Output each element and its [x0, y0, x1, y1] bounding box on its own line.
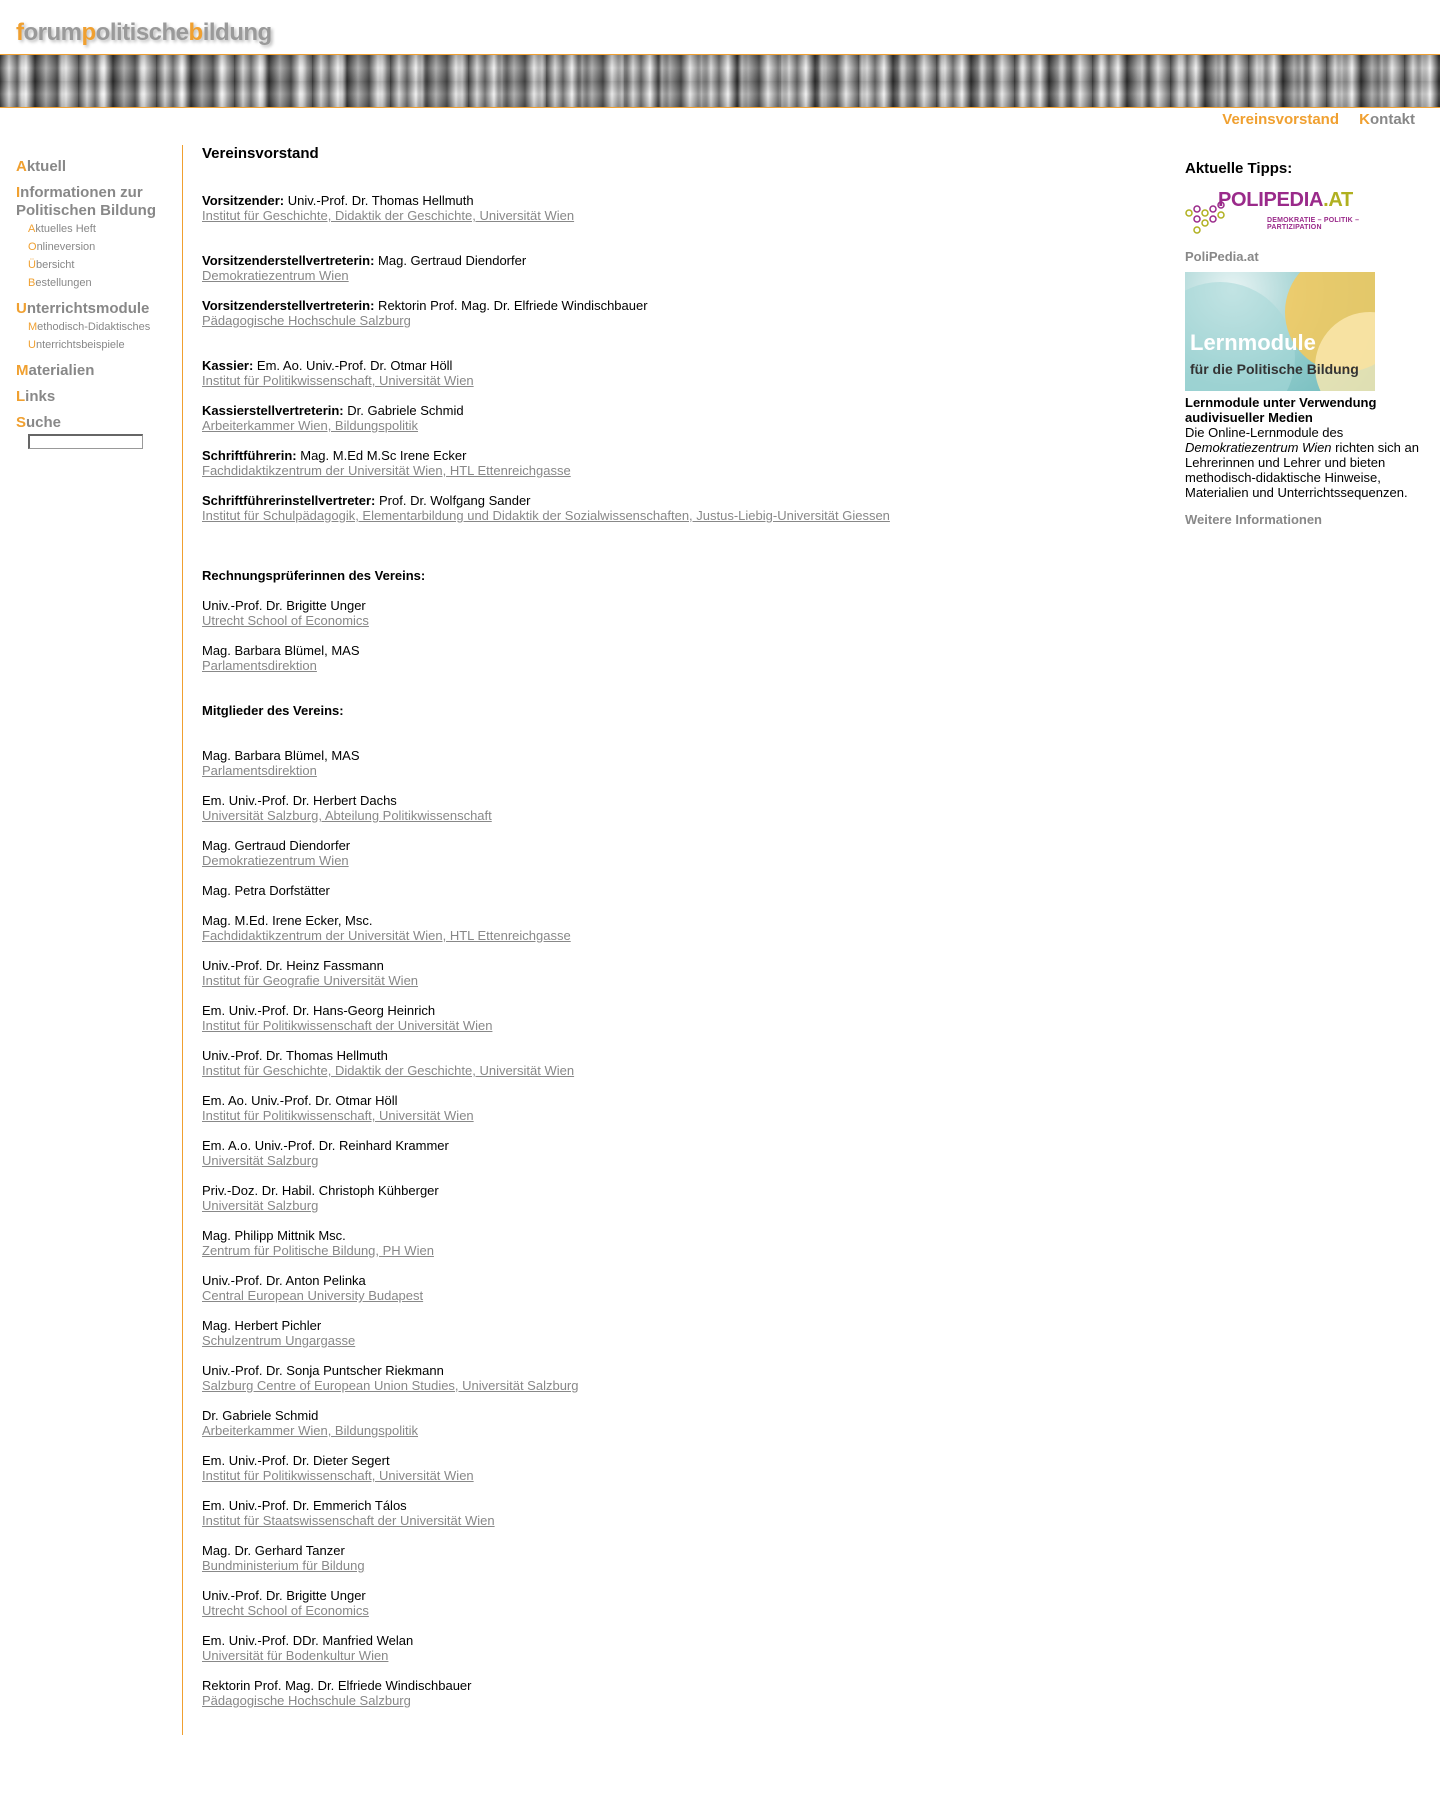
sidebar-subitem-unterrichtsbeispiele[interactable] — [28, 336, 176, 354]
affiliation-link[interactable]: Utrecht School of Economics — [202, 1603, 369, 1618]
topnav-vereinsvorstand[interactable]: Vereinsvorstand — [1222, 111, 1339, 128]
affiliation-link[interactable]: Institut für Politikwissenschaft, Universität Wien — [202, 1108, 474, 1123]
logo-part: p — [81, 19, 96, 46]
entry-name: Rektorin Prof. Mag. Dr. Elfriede Windischbauer — [202, 1678, 472, 1693]
entry-affiliation — [202, 808, 1162, 823]
affiliation-link[interactable]: Zentrum für Politische Bildung, PH Wien — [202, 1243, 434, 1258]
affiliation-link[interactable]: Institut für Staatswissenschaft der Universität Wien — [202, 1513, 495, 1528]
list-item — [202, 1408, 1162, 1438]
list-item — [202, 883, 1162, 898]
board-list — [202, 193, 1162, 523]
entry-name: Univ.-Prof. Dr. Brigitte Unger — [202, 598, 366, 613]
sidebar-subitem-uebersicht[interactable] — [28, 256, 176, 274]
affiliation-link[interactable]: Demokratiezentrum Wien — [202, 853, 349, 868]
sidebar-initial: U — [28, 339, 36, 351]
list-item — [202, 913, 1162, 943]
sidebar-item-aktuell[interactable] — [16, 158, 176, 176]
entry-role: Vorsitzender: — [202, 193, 285, 208]
tips-sidebar — [1185, 160, 1420, 527]
affiliation-link[interactable]: Pädagogische Hochschule Salzburg — [202, 1693, 411, 1708]
tips-title: Aktuelle Tipps: — [1185, 160, 1293, 177]
lernmodule-banner-title: Lernmodule — [1190, 330, 1316, 355]
list-item — [202, 1588, 1162, 1618]
entry-role: Schriftführerinstellvertreter: — [202, 493, 376, 508]
sidebar-label: nterrichtsmodule — [26, 300, 150, 317]
entry-affiliation — [202, 1423, 1162, 1438]
entry-name: Em. Univ.-Prof. Dr. Dieter Segert — [202, 1453, 390, 1468]
entry-name: Mag. M.Ed M.Sc Irene Ecker — [296, 448, 467, 463]
sidebar-item-suche[interactable] — [16, 414, 176, 432]
entry-name: Mag. Gertraud Diendorfer — [374, 253, 527, 268]
list-item — [202, 598, 1162, 628]
entry-affiliation — [202, 1648, 1162, 1663]
affiliation-link[interactable]: Demokratiezentrum Wien — [202, 268, 349, 283]
entry-role: Vorsitzenderstellvertreterin: — [202, 298, 375, 313]
logo-part: olitische — [95, 19, 189, 46]
list-item — [202, 403, 1162, 433]
header-photo-banner — [0, 54, 1440, 108]
affiliation-link[interactable]: Institut für Geschichte, Didaktik der Geschichte, Universität Wien — [202, 208, 575, 223]
entry-name: Prof. Dr. Wolfgang Sander — [375, 493, 531, 508]
entry-affiliation — [202, 1468, 1162, 1483]
list-item — [202, 958, 1162, 988]
content-divider — [182, 145, 183, 1735]
entry-affiliation — [202, 1153, 1162, 1168]
logo-part: ildung — [202, 19, 272, 46]
entry-name: Univ.-Prof. Dr. Thomas Hellmuth — [284, 193, 474, 208]
affiliation-link[interactable]: Arbeiterkammer Wien, Bildungspolitik — [202, 1423, 419, 1438]
sidebar-label: ktuell — [26, 158, 67, 175]
affiliation-link[interactable]: Universität Salzburg, Abteilung Politikwissenschaft — [202, 808, 492, 823]
affiliation-link[interactable]: Bundministerium für Bildung — [202, 1558, 365, 1573]
entry-name: Em. Univ.-Prof. DDr. Manfried Welan — [202, 1633, 414, 1648]
entry-affiliation — [202, 928, 1162, 943]
affiliation-link[interactable]: Central European University Budapest — [202, 1288, 424, 1303]
topnav-kontakt[interactable] — [1359, 111, 1415, 128]
entry-name: Univ.-Prof. Dr. Sonja Puntscher Riekmann — [202, 1363, 444, 1378]
sidebar-initial: S — [16, 414, 27, 431]
sidebar-item-materialien[interactable] — [16, 362, 176, 380]
list-item — [202, 838, 1162, 868]
entry-affiliation — [202, 1288, 1162, 1303]
entry-name: Mag. Dr. Gerhard Tanzer — [202, 1543, 345, 1558]
affiliation-link[interactable]: Schulzentrum Ungargasse — [202, 1333, 356, 1348]
list-item — [202, 1318, 1162, 1348]
sidebar-initial: L — [16, 388, 26, 405]
entry-name: Em. Ao. Univ.-Prof. Dr. Otmar Höll — [253, 358, 453, 373]
polipedia-tagline: DEMOKRATIE – POLITIK – PARTIZIPATION — [1267, 217, 1360, 231]
sidebar-label: aterialien — [28, 362, 95, 379]
page-title: Vereinsvorstand — [202, 145, 319, 162]
sidebar-initial: B — [28, 277, 36, 289]
entry-role: Vorsitzenderstellvertreterin: — [202, 253, 375, 268]
affiliation-link[interactable]: Institut für Politikwissenschaft, Universität Wien — [202, 1468, 474, 1483]
entry-affiliation — [202, 853, 1162, 868]
entry-affiliation — [202, 508, 1162, 523]
entry-role: Schriftführerin: — [202, 448, 297, 463]
entry-affiliation — [202, 1603, 1162, 1618]
sidebar-subitem-bestellungen[interactable] — [28, 274, 176, 292]
entry-name: Univ.-Prof. Dr. Brigitte Unger — [202, 1588, 366, 1603]
entry-role: Kassier: — [202, 358, 254, 373]
list-item — [202, 1048, 1162, 1078]
sidebar-subitem-aktuelles-heft[interactable] — [28, 220, 176, 238]
entry-affiliation — [202, 1558, 1162, 1573]
list-item — [202, 298, 1162, 328]
entry-affiliation — [202, 463, 1162, 478]
sidebar-item-informationen[interactable] — [16, 184, 176, 220]
entry-name: Univ.-Prof. Dr. Anton Pelinka — [202, 1273, 366, 1288]
entry-affiliation — [202, 1378, 1162, 1393]
entry-affiliation — [202, 613, 1162, 628]
list-item — [202, 1678, 1162, 1708]
sidebar-subitem-methodisch-didaktisches[interactable] — [28, 318, 176, 336]
members-list — [202, 748, 1162, 1708]
polipedia-name — [1218, 189, 1353, 212]
topnav-initial: K — [1359, 111, 1370, 128]
polipedia-logo[interactable] — [1185, 189, 1415, 235]
affiliation-link[interactable]: Institut für Politikwissenschaft, Universität Wien — [202, 373, 474, 388]
entry-affiliation — [202, 1063, 1162, 1078]
affiliation-link[interactable]: Fachdidaktikzentrum der Universität Wien, HTL Ettenreichgasse — [202, 463, 571, 478]
entry-name: Em. Univ.-Prof. Dr. Herbert Dachs — [202, 793, 397, 808]
sidebar-initial: O — [28, 241, 37, 253]
affiliation-link[interactable]: Fachdidaktikzentrum der Universität Wien, HTL Ettenreichgasse — [202, 928, 571, 943]
list-item — [202, 1453, 1162, 1483]
topnav-label: ontakt — [1370, 111, 1415, 128]
entry-name: Em. A.o. Univ.-Prof. Dr. Reinhard Krammer — [202, 1138, 449, 1153]
entry-affiliation — [202, 313, 1162, 328]
sidebar-label: bersicht — [35, 259, 75, 271]
entry-name: Em. Univ.-Prof. Dr. Hans-Georg Heinrich — [202, 1003, 436, 1018]
affiliation-link[interactable]: Institut für Schulpädagogik, Elementarbildung und Didaktik der Sozialwissenschaften, Justus-Liebig-Universität Giessen — [202, 508, 890, 523]
sidebar-label: nterrichtsbeispiele — [35, 339, 125, 351]
polipedia-name-b: .AT — [1323, 189, 1353, 211]
affiliation-link[interactable]: Universität für Bodenkultur Wien — [202, 1648, 389, 1663]
lernmodule-text: richten sich an Lehrerinnen und Lehrer und bieten methodisch-didaktische Hinweise, Materialien und Unterrichtssequenzen. — [1185, 440, 1419, 500]
entry-affiliation — [202, 1243, 1162, 1258]
logo-part: f — [16, 19, 24, 46]
entry-affiliation — [202, 973, 1162, 988]
sidebar-subitem-onlineversion[interactable] — [28, 238, 176, 256]
entry-affiliation — [202, 1693, 1162, 1708]
sidebar-initial: U — [16, 300, 27, 317]
auditors-title: Rechnungsprüferinnen des Vereins: — [202, 568, 426, 583]
sidebar-initial: M — [28, 321, 38, 333]
affiliation-link[interactable]: Pädagogische Hochschule Salzburg — [202, 313, 411, 328]
entry-affiliation — [202, 1018, 1162, 1033]
entry-name: Rektorin Prof. Mag. Dr. Elfriede Windischbauer — [374, 298, 648, 313]
sidebar-initial: M — [16, 362, 29, 379]
entry-affiliation — [202, 268, 1162, 283]
sidebar-label: nformationen zur Politischen Bildung — [16, 184, 157, 219]
top-navigation — [1206, 111, 1415, 128]
entry-name: Priv.-Doz. Dr. Habil. Christoph Kühberger — [202, 1183, 439, 1198]
lernmodule-more-link[interactable]: Weitere Informationen — [1185, 512, 1323, 527]
page-header — [0, 0, 1440, 128]
affiliation-link[interactable]: Salzburg Centre of European Union Studies, Universität Salzburg — [202, 1378, 579, 1393]
entry-name: Mag. Barbara Blümel, MAS — [202, 748, 360, 763]
entry-affiliation — [202, 1333, 1162, 1348]
search-input[interactable] — [28, 434, 143, 449]
list-item — [202, 1003, 1162, 1033]
sidebar-label: nlineversion — [36, 241, 96, 253]
list-item — [202, 1138, 1162, 1168]
entry-affiliation — [202, 1198, 1162, 1213]
list-item — [202, 1633, 1162, 1663]
entry-affiliation — [202, 373, 1162, 388]
entry-name: Mag. Herbert Pichler — [202, 1318, 322, 1333]
list-item — [202, 643, 1162, 673]
entry-name: Em. Univ.-Prof. Dr. Emmerich Tálos — [202, 1498, 407, 1513]
list-item — [202, 1093, 1162, 1123]
list-item — [202, 493, 1162, 523]
auditors-list — [202, 598, 1162, 673]
list-item — [202, 793, 1162, 823]
lernmodule-text-em: Demokratiezentrum Wien — [1185, 440, 1332, 455]
affiliation-link[interactable]: Universität Salzburg — [202, 1153, 319, 1168]
list-item — [202, 253, 1162, 283]
affiliation-link[interactable]: Parlamentsdirektion — [202, 763, 317, 778]
entry-affiliation — [202, 1108, 1162, 1123]
lernmodule-banner[interactable] — [1185, 272, 1375, 391]
entry-affiliation — [202, 208, 1162, 223]
list-item — [202, 448, 1162, 478]
affiliation-link[interactable]: Institut für Geschichte, Didaktik der Geschichte, Universität Wien — [202, 1063, 575, 1078]
sidebar-label: ethodisch-Didaktisches — [37, 321, 151, 333]
sidebar-item-links[interactable] — [16, 388, 176, 406]
affiliation-link[interactable]: Arbeiterkammer Wien, Bildungspolitik — [202, 418, 419, 433]
entry-affiliation — [202, 763, 1162, 778]
lernmodule-banner-subtitle: für die Politische Bildung — [1190, 361, 1359, 377]
entry-name: Mag. Philipp Mittnik Msc. — [202, 1228, 346, 1243]
sidebar-initial: A — [28, 223, 36, 235]
members-title: Mitglieder des Vereins: — [202, 703, 344, 718]
lernmodule-heading: Lernmodule unter Verwendung audivisueller Medien — [1185, 395, 1377, 425]
entry-name: Mag. Barbara Blümel, MAS — [202, 643, 360, 658]
affiliation-link[interactable]: Utrecht School of Economics — [202, 613, 369, 628]
affiliation-link[interactable]: Universität Salzburg — [202, 1198, 319, 1213]
entry-name: Univ.-Prof. Dr. Thomas Hellmuth — [202, 1048, 388, 1063]
polipedia-link[interactable]: PoliPedia.at — [1185, 249, 1259, 264]
sidebar-navigation — [16, 158, 176, 449]
sidebar-initial: Ü — [28, 259, 36, 271]
list-item — [202, 358, 1162, 388]
entry-name: Em. Ao. Univ.-Prof. Dr. Otmar Höll — [202, 1093, 398, 1108]
sidebar-item-unterrichtsmodule[interactable] — [16, 300, 176, 318]
list-item — [202, 1228, 1162, 1258]
sidebar-label: uche — [26, 414, 62, 431]
list-item — [202, 1498, 1162, 1528]
entry-name: Dr. Gabriele Schmid — [202, 1408, 319, 1423]
site-logo[interactable] — [16, 19, 272, 47]
sidebar-label: ktuelles Heft — [35, 223, 96, 235]
entry-affiliation — [202, 1513, 1162, 1528]
list-item — [202, 1273, 1162, 1303]
polipedia-name-a: POLIPEDIA — [1218, 189, 1324, 211]
list-item — [202, 193, 1162, 223]
list-item — [202, 1363, 1162, 1393]
lernmodule-text: Die Online-Lernmodule des — [1185, 425, 1344, 440]
entry-name: Univ.-Prof. Dr. Heinz Fassmann — [202, 958, 384, 973]
entry-role: Kassierstellvertreterin: — [202, 403, 344, 418]
logo-part: b — [188, 19, 203, 46]
logo-part: orum — [23, 19, 82, 46]
entry-name: Mag. Gertraud Diendorfer — [202, 838, 351, 853]
sidebar-label: estellungen — [35, 277, 92, 289]
affiliation-link[interactable]: Parlamentsdirektion — [202, 658, 317, 673]
list-item — [202, 748, 1162, 778]
sidebar-initial: I — [16, 184, 21, 201]
main-content — [202, 145, 1162, 1723]
entry-affiliation — [202, 658, 1162, 673]
list-item — [202, 1543, 1162, 1573]
sidebar-label: inks — [25, 388, 56, 405]
entry-name: Mag. Petra Dorfstätter — [202, 883, 330, 898]
affiliation-link[interactable]: Institut für Geografie Universität Wien — [202, 973, 419, 988]
entry-affiliation — [202, 418, 1162, 433]
affiliation-link[interactable]: Institut für Politikwissenschaft der Universität Wien — [202, 1018, 493, 1033]
entry-name: Dr. Gabriele Schmid — [343, 403, 464, 418]
list-item — [202, 1183, 1162, 1213]
lernmodule-description — [1185, 395, 1420, 500]
entry-name: Mag. M.Ed. Irene Ecker, Msc. — [202, 913, 373, 928]
sidebar-initial: A — [16, 158, 27, 175]
